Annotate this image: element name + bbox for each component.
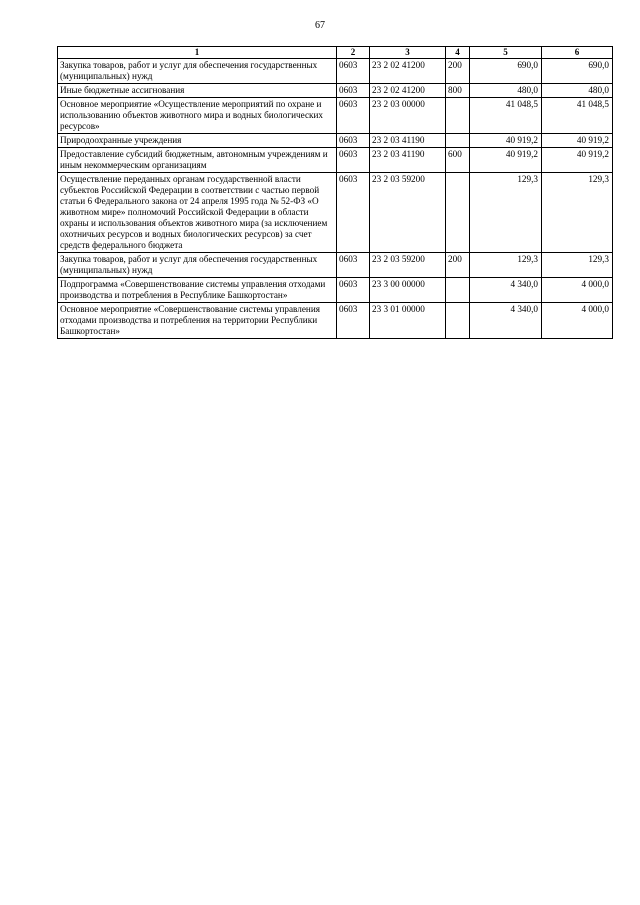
row-amount-1-cell: 129,3 [470,173,542,253]
row-target-article-cell: 23 3 01 00000 [370,303,446,339]
column-header: 2 [337,47,370,59]
row-name-cell: Осуществление переданных органам государственной власти субъектов Российской Федерации в соответствии с частью первой статьи 6 Федерального закона от 24 апреля 1995 года № 52-ФЗ «О животном мире» полномочий Российской Федерации в области охраны и использования объектов животного мира (за исключением охотничьих ресурсов и водных биологических ресурсов) за счет средств федерального бюджета [58,173,337,253]
page-number: 67 [315,20,325,31]
row-section-cell: 0603 [337,173,370,253]
row-amount-1-cell: 40 919,2 [470,134,542,148]
row-amount-1-cell: 480,0 [470,84,542,98]
table-row [58,84,613,98]
row-amount-2-cell: 41 048,5 [542,98,613,134]
row-amount-1-cell: 41 048,5 [470,98,542,134]
row-expense-type-cell: 600 [446,148,470,173]
row-amount-2-cell: 40 919,2 [542,134,613,148]
row-amount-1-cell: 40 919,2 [470,148,542,173]
row-amount-1-cell: 690,0 [470,59,542,84]
row-expense-type-cell [446,173,470,253]
table-body [58,59,613,339]
table-row [58,253,613,278]
table-header-row [58,47,613,59]
row-expense-type-cell [446,278,470,303]
row-amount-1-cell: 4 340,0 [470,278,542,303]
row-target-article-cell: 23 2 03 59200 [370,173,446,253]
column-header: 4 [446,47,470,59]
row-amount-2-cell: 480,0 [542,84,613,98]
row-target-article-cell: 23 2 03 00000 [370,98,446,134]
row-name-cell: Основное мероприятие «Осуществление мероприятий по охране и использованию объектов животного мира и водных биологических ресурсов» [58,98,337,134]
row-name-cell: Иные бюджетные ассигнования [58,84,337,98]
row-amount-2-cell: 129,3 [542,173,613,253]
row-amount-2-cell: 690,0 [542,59,613,84]
column-header: 3 [370,47,446,59]
table-row [58,173,613,253]
row-section-cell: 0603 [337,278,370,303]
row-section-cell: 0603 [337,303,370,339]
row-expense-type-cell [446,98,470,134]
row-target-article-cell: 23 2 03 41190 [370,134,446,148]
column-header: 1 [58,47,337,59]
budget-table [57,46,613,339]
row-section-cell: 0603 [337,148,370,173]
table-row [58,303,613,339]
row-amount-2-cell: 4 000,0 [542,278,613,303]
row-amount-2-cell: 40 919,2 [542,148,613,173]
row-expense-type-cell: 200 [446,253,470,278]
row-expense-type-cell [446,134,470,148]
row-name-cell: Природоохранные учреждения [58,134,337,148]
row-name-cell: Подпрограмма «Совершенствование системы управления отходами производства и потребления в Республике Башкортостан» [58,278,337,303]
row-amount-1-cell: 4 340,0 [470,303,542,339]
row-amount-1-cell: 129,3 [470,253,542,278]
row-target-article-cell: 23 2 02 41200 [370,59,446,84]
row-expense-type-cell [446,303,470,339]
row-expense-type-cell: 800 [446,84,470,98]
row-name-cell: Закупка товаров, работ и услуг для обеспечения государственных (муниципальных) нужд [58,253,337,278]
table-row [58,59,613,84]
row-expense-type-cell: 200 [446,59,470,84]
column-header: 6 [542,47,613,59]
row-section-cell: 0603 [337,59,370,84]
row-amount-2-cell: 4 000,0 [542,303,613,339]
table-row [58,148,613,173]
row-name-cell: Закупка товаров, работ и услуг для обеспечения государственных (муниципальных) нужд [58,59,337,84]
row-section-cell: 0603 [337,253,370,278]
row-amount-2-cell: 129,3 [542,253,613,278]
table-row [58,278,613,303]
row-name-cell: Предоставление субсидий бюджетным, автономным учреждениям и иным некоммерческим организациям [58,148,337,173]
row-section-cell: 0603 [337,98,370,134]
row-target-article-cell: 23 2 03 41190 [370,148,446,173]
column-header: 5 [470,47,542,59]
table-row [58,134,613,148]
row-section-cell: 0603 [337,134,370,148]
row-section-cell: 0603 [337,84,370,98]
row-name-cell: Основное мероприятие «Совершенствование системы управления отходами производства и потребления на территории Республики Башкортостан» [58,303,337,339]
table-row [58,98,613,134]
row-target-article-cell: 23 2 02 41200 [370,84,446,98]
row-target-article-cell: 23 3 00 00000 [370,278,446,303]
row-target-article-cell: 23 2 03 59200 [370,253,446,278]
